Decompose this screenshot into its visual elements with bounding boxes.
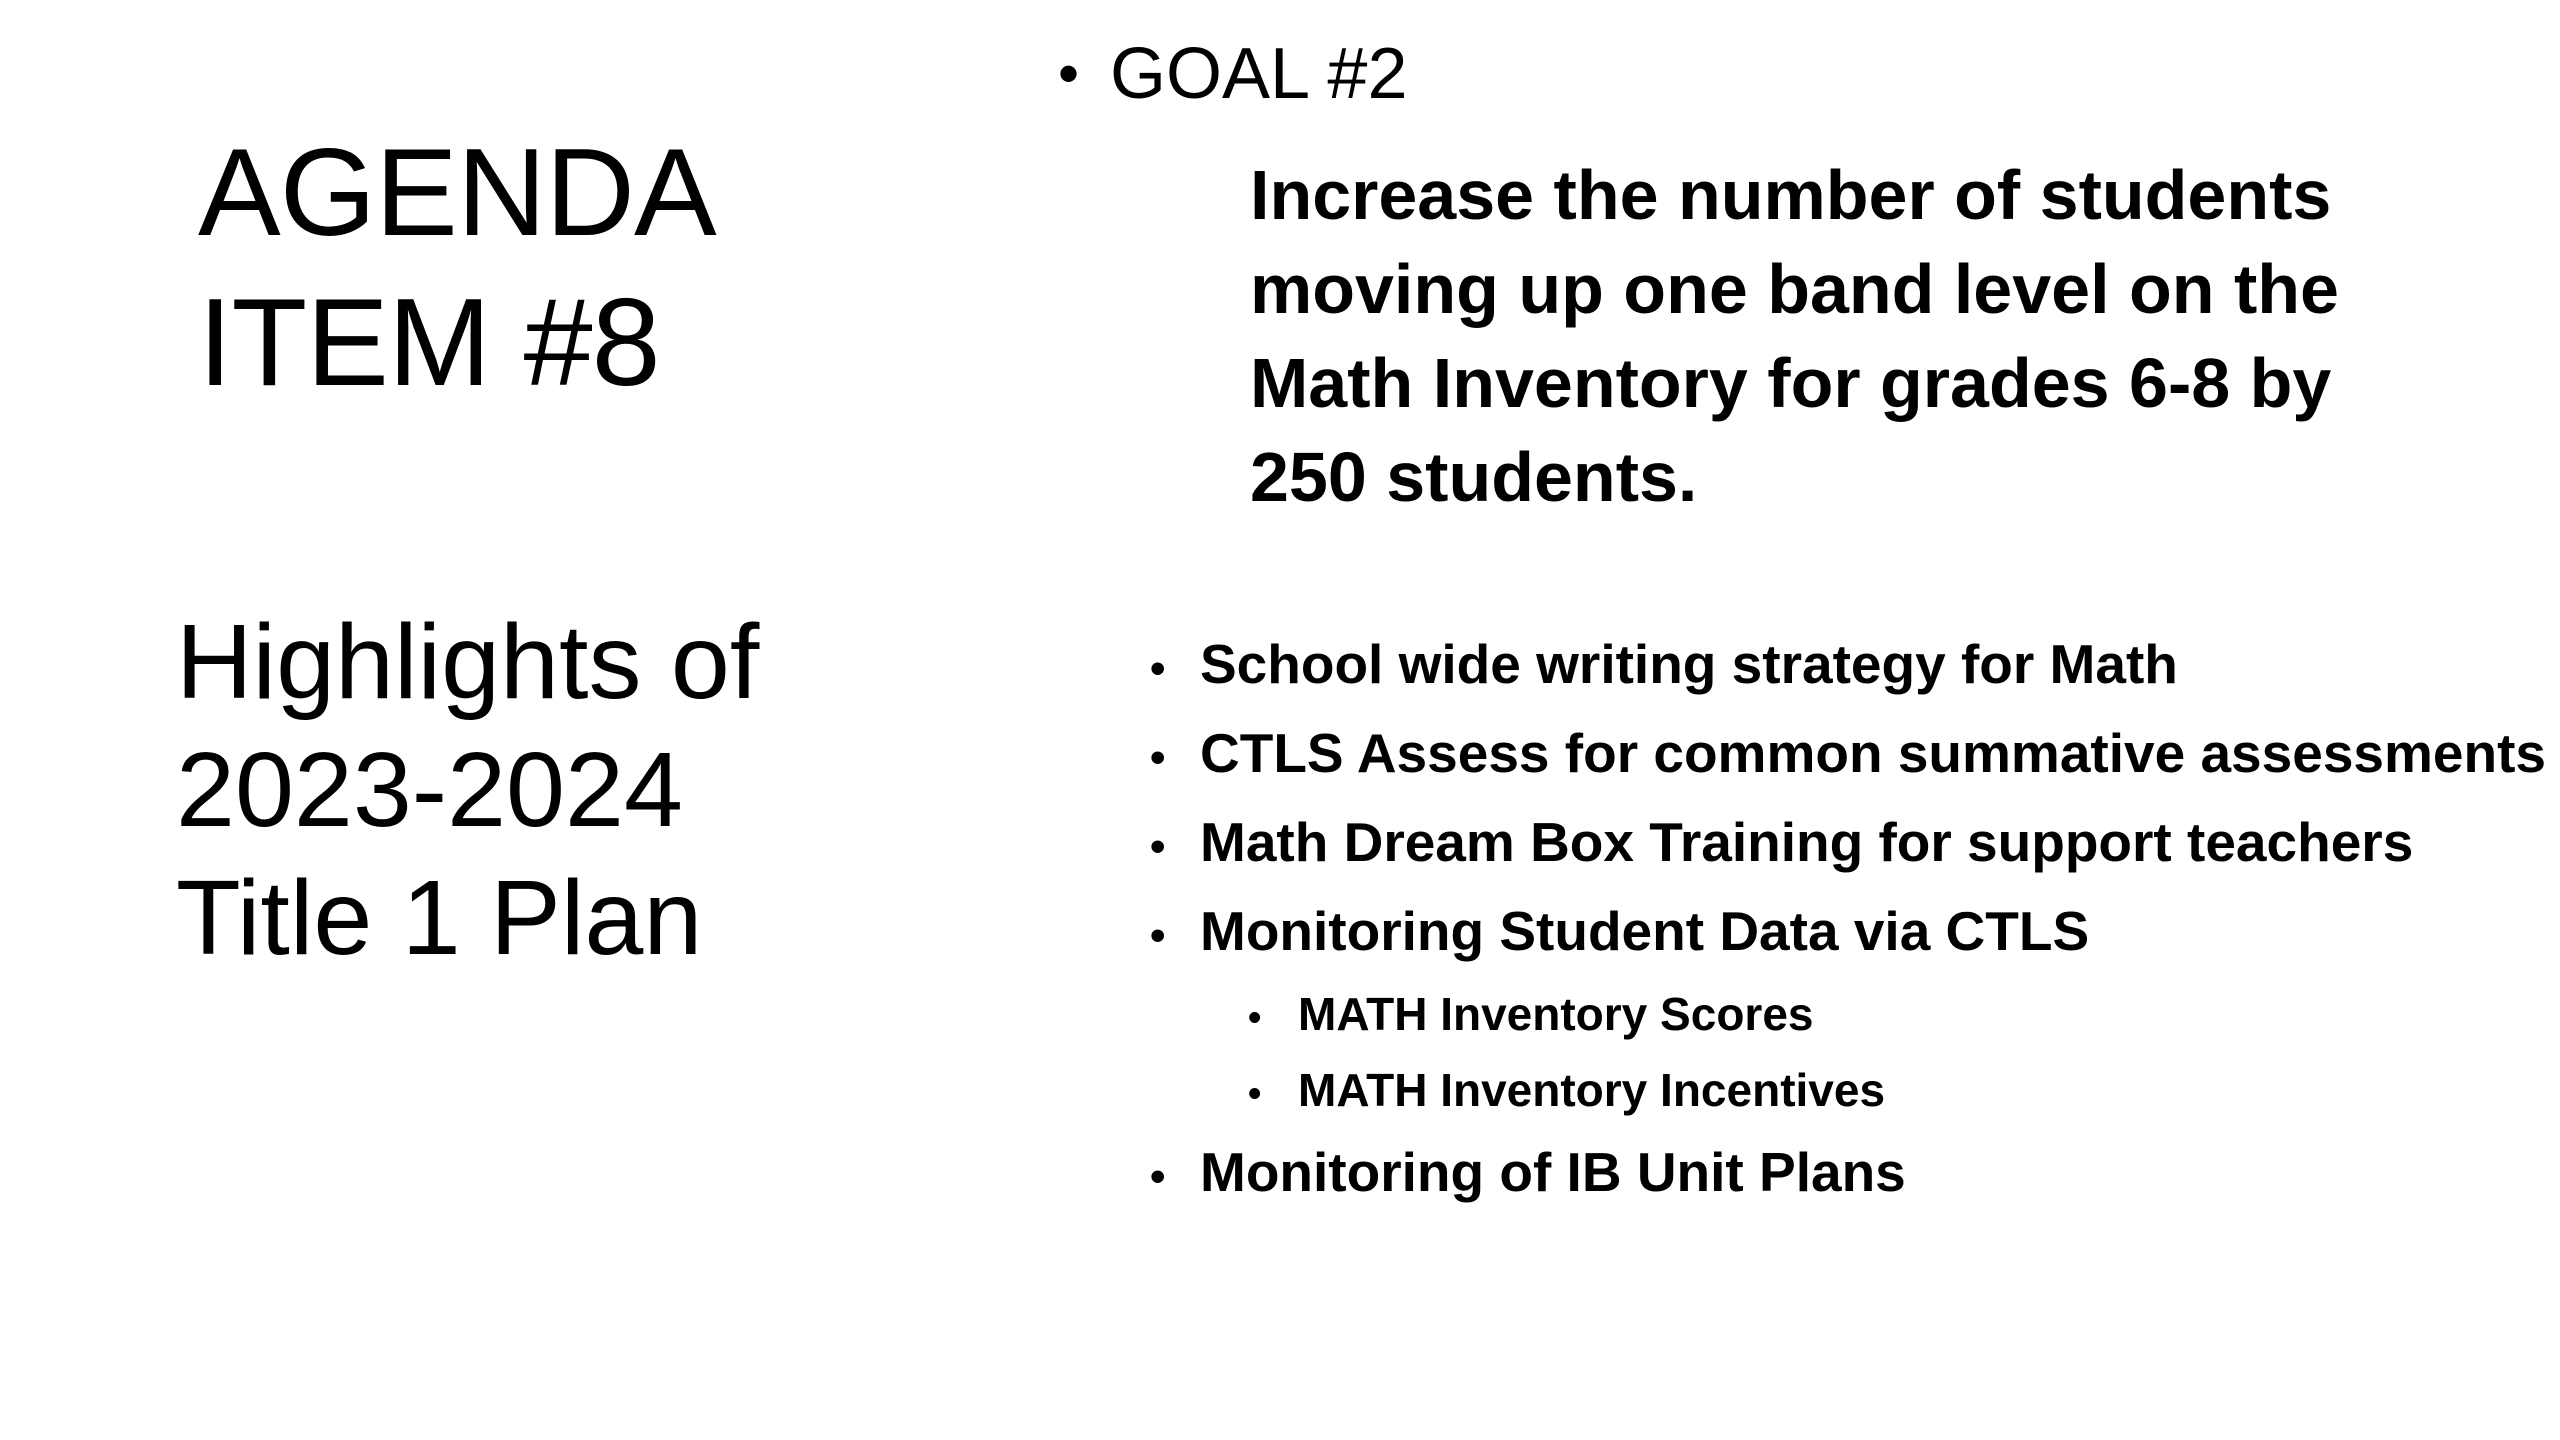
goal-heading: [1058, 30, 1408, 118]
strategy-item: [1150, 889, 2550, 978]
bullet-icon: •: [1150, 911, 1166, 960]
strategy-text: School wide writing strategy for Math: [1200, 633, 2178, 695]
strategy-item: [1150, 711, 2550, 800]
strategy-text: Monitoring Student Data via CTLS: [1200, 900, 2090, 962]
bullet-icon: •: [1248, 997, 1262, 1039]
bullet-icon: •: [1248, 1073, 1262, 1115]
bullet-icon: •: [1058, 40, 1080, 107]
goal-statement-line: Math Inventory for grades 6-8 by: [1250, 344, 2332, 422]
goal-statement-line: moving up one band level on the: [1250, 250, 2339, 328]
strategy-text: Monitoring of IB Unit Plans: [1200, 1141, 1906, 1203]
strategy-text: CTLS Assess for common summative assessments: [1200, 722, 2546, 784]
bullet-icon: •: [1150, 822, 1166, 871]
goal-statement-line: 250 students.: [1250, 438, 1698, 516]
agenda-title-line: AGENDA: [198, 124, 716, 262]
bullet-icon: •: [1150, 644, 1166, 693]
sub-strategy-text: MATH Inventory Scores: [1298, 988, 1814, 1040]
strategy-text: Math Dream Box Training for support teachers: [1200, 811, 2414, 873]
sub-strategy-text: MATH Inventory Incentives: [1298, 1064, 1886, 1116]
goal-label: GOAL #2: [1110, 34, 1408, 114]
plan-subtitle-line: 2023-2024: [176, 731, 683, 849]
agenda-title: [198, 118, 958, 418]
goal-statement-line: Increase the number of students: [1250, 156, 2332, 234]
sub-strategy-item: [1248, 1054, 2550, 1130]
strategy-item: [1150, 800, 2550, 889]
agenda-title-line: ITEM #8: [198, 274, 660, 412]
plan-subtitle: [176, 598, 996, 982]
sub-strategy-item: [1248, 978, 2550, 1054]
plan-subtitle-line: Highlights of: [176, 603, 760, 721]
sub-strategy-list: [1150, 978, 2550, 1130]
strategy-item: [1150, 1130, 2550, 1219]
strategy-item: [1150, 622, 2550, 711]
plan-subtitle-line: Title 1 Plan: [176, 859, 703, 977]
bullet-icon: •: [1150, 733, 1166, 782]
sub-strategy-group: [1150, 978, 2550, 1130]
goal-statement: [1250, 148, 2490, 524]
strategy-list: [1150, 622, 2550, 1219]
bullet-icon: •: [1150, 1152, 1166, 1201]
